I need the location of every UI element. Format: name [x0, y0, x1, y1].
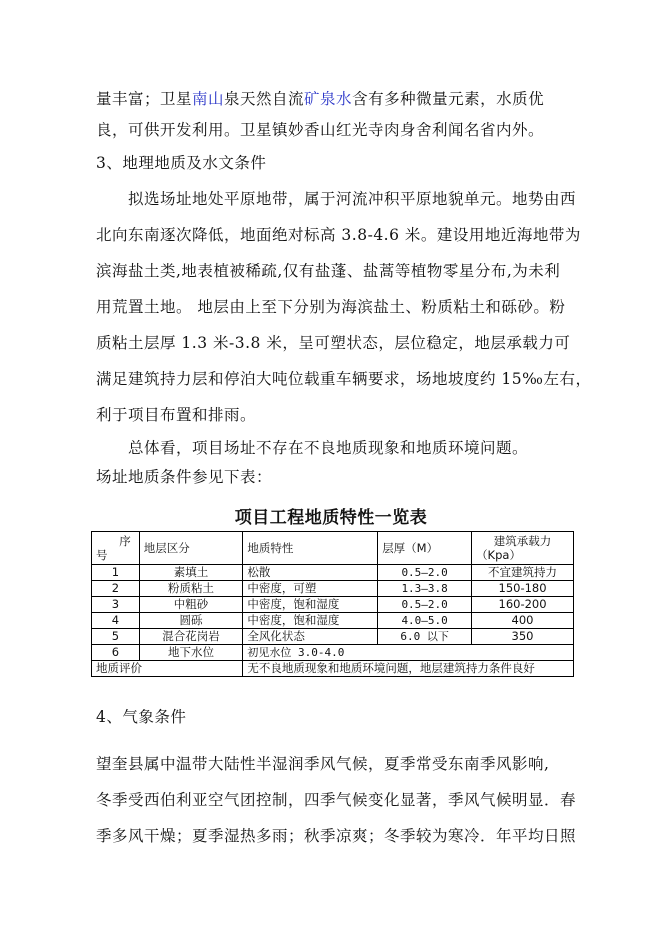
header-bearing-bottom: （Kpa） [476, 548, 521, 562]
paragraph-line [96, 88, 544, 110]
header-bearing-top: 建筑承载力 [493, 534, 552, 548]
cell-eval-value: 无不良地质现象和地质环境问题，地层建筑持力条件良好 [243, 661, 574, 677]
cell-layer: 地下水位 [139, 645, 243, 661]
cell-no: 3 [92, 597, 140, 613]
cell-thickness: 1.3—3.8 [378, 581, 472, 597]
table-row [92, 597, 574, 613]
cell-property: 中密度，饱和湿度 [243, 597, 378, 613]
paragraph-line: 冬季受西伯利亚空气团控制，四季气候变化显著，季风气候明显．春 [96, 791, 577, 809]
paragraph-line: 总体看，项目场址不存在不良地质现象和地质环境问题。 [128, 439, 529, 457]
cell-no: 1 [92, 565, 140, 581]
paragraph-line: 季多风干燥；夏季湿热多雨；秋季凉爽；冬季较为寒冷．年平均日照 [96, 827, 577, 845]
cell-thickness: 6.0 以下 [378, 629, 472, 645]
section-heading-3: 3、地理地质及水文条件 [96, 154, 267, 172]
cell-property: 中密度，饱和湿度 [243, 613, 378, 629]
cell-thickness: 0.5—2.0 [378, 597, 472, 613]
cell-property: 初见水位 3.0-4.0 [243, 645, 574, 661]
paragraph-line: 质粘土层厚 1.3 米-3.8 米，呈可塑状态，层位稳定，地层承载力可 [96, 334, 571, 352]
text: 泉天然自流 [224, 90, 305, 108]
cell-layer: 圆砾 [139, 613, 243, 629]
cell-bearing: 不宜建筑持力 [472, 565, 574, 581]
cell-thickness: 4.0—5.0 [378, 613, 472, 629]
text: 量丰富；卫星 [96, 90, 193, 108]
cell-bearing: 160-200 [472, 597, 574, 613]
paragraph-line: 用荒置土地。 地层由上至下分别为海滨盐土、粉质粘土和砾砂。粉 [96, 298, 566, 316]
table-row [92, 629, 574, 645]
paragraph-line: 望奎县属中温带大陆性半湿润季风气候，夏季常受东南季风影响, [96, 755, 550, 773]
section-heading-4: 4、气象条件 [96, 708, 187, 726]
cell-bearing: 400 [472, 613, 574, 629]
table-row-groundwater [92, 645, 574, 661]
table-row [92, 581, 574, 597]
table-header-row [92, 532, 574, 565]
paragraph-line: 北向东南逐次降低，地面绝对标高 3.8-4.6 米。建设用地近海地带为 [96, 226, 581, 244]
cell-bearing: 150-180 [472, 581, 574, 597]
header-bearing [472, 532, 574, 565]
cell-no: 4 [92, 613, 140, 629]
paragraph-line: 滨海盐土类,地表植被稀疏,仅有盐蓬、盐蒿等植物零星分布,为未利 [96, 262, 561, 280]
header-seq-bottom: 号 [96, 548, 108, 562]
paragraph-line: 满足建筑持力层和停泊大吨位载重车辆要求，场地坡度约 15‰左右， [96, 370, 592, 388]
link-mineral-water[interactable]: 矿泉水 [304, 90, 353, 108]
link-nanshan[interactable]: 南山 [192, 90, 225, 108]
cell-layer: 素填土 [139, 565, 243, 581]
geology-table [91, 531, 574, 677]
table-title: 项目工程地质特性一览表 [234, 508, 428, 528]
header-thickness: 层厚（M） [378, 532, 472, 565]
cell-no: 5 [92, 629, 140, 645]
cell-layer: 粉质粘土 [139, 581, 243, 597]
cell-layer: 中粗砂 [139, 597, 243, 613]
table-row [92, 613, 574, 629]
paragraph-line: 拟选场址地处平原地带，属于河流冲积平原地貌单元。地势由西 [128, 190, 577, 208]
header-seq-top: 序 [119, 534, 131, 548]
text: 含有多种微量元素，水质优 [352, 90, 545, 108]
header-property: 地质特性 [243, 532, 378, 565]
cell-no: 6 [92, 645, 140, 661]
cell-eval-label: 地质评价 [92, 661, 243, 677]
cell-bearing: 350 [472, 629, 574, 645]
cell-no: 2 [92, 581, 140, 597]
header-seq [92, 532, 140, 565]
header-layer: 地层区分 [139, 532, 243, 565]
table-row [92, 565, 574, 581]
cell-property: 中密度，可塑 [243, 581, 378, 597]
cell-layer: 混合花岗岩 [139, 629, 243, 645]
cell-property: 松散 [243, 565, 378, 581]
paragraph-line: 场址地质条件参见下表： [96, 468, 273, 486]
cell-thickness: 0.5—2.0 [378, 565, 472, 581]
paragraph-line: 良，可供开发利用。卫星镇妙香山红光寺肉身舍利闻名省内外。 [96, 121, 545, 139]
cell-property: 全风化状态 [243, 629, 378, 645]
paragraph-line: 利于项目布置和排雨。 [96, 406, 257, 424]
table-row-evaluation [92, 661, 574, 677]
